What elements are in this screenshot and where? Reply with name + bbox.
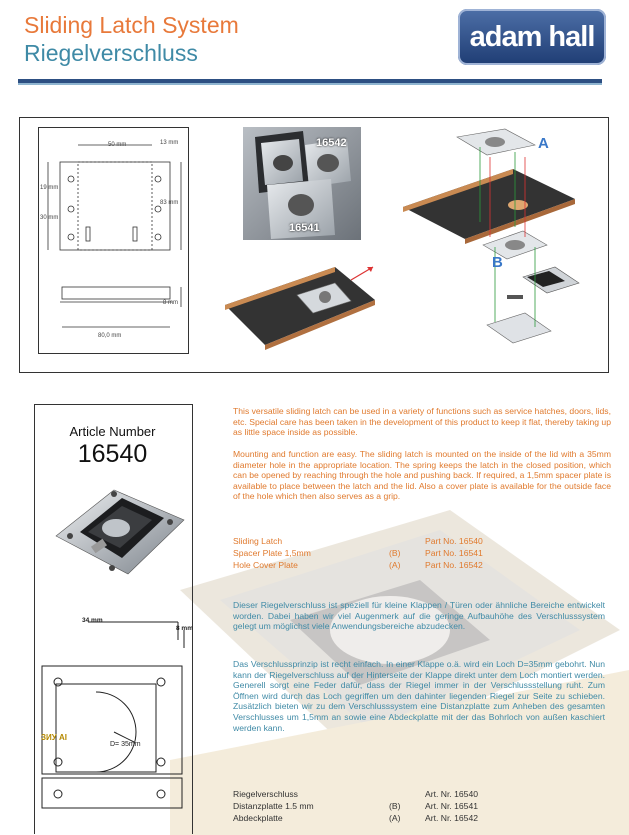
de-part-2-name: Distanzplatte 1.5 mm [233, 801, 314, 811]
photo-label-16542: 16542 [316, 137, 347, 149]
en-part-3-badge: (A) [389, 560, 401, 570]
dim-side-2: 30 mm [40, 215, 59, 221]
german-paragraph-1: Dieser Riegelverschluss ist speziell für kleine Klappen / Türen oder ähnliche Bereiche entwickelt worden. Dabei haben wir viel Augenmerk auf die geringe Aufbauhöhe des Verschlusssystem gelegt um möglichst viele Anwendungsbereiche abzudecken. [233, 600, 605, 632]
german-paragraph-2: Das Verschlussprinzip ist recht einfach. In einer Klappe o.ä. wird ein Loch D=35mm gebohrt. Nun kann der Riegelverschluss auf der Hinterseite der Klappe direkt unter dem Loch montiert werden. Generell sorgt eine Feder dafür, dass der Riegel immer in der Verschlussstellung ruht. Zum Öffnen wird durch das Loch gegriffen um den dahinter liegenden Riegel zur Seite zu schieben. Zusätzlich bieten wir zu dem Verschlusssystem eine Distanzplatte zum Anheben des gesamten Verschlusses um 1,5mm an sowie eine Abdeckplatte mit der das Bohrloch von außen kaschiert werden kann. [233, 659, 605, 733]
exploded-assembly [395, 127, 585, 357]
dim-width-34: 34 mm [82, 617, 103, 624]
dim-top: 50 mm [108, 142, 127, 148]
photo-label-16541: 16541 [289, 222, 320, 234]
de-part-3-art: Art. Nr. 16542 [425, 813, 479, 823]
latch-product-photo [52, 478, 187, 580]
dim-right-a: 13 mm [160, 140, 179, 146]
en-part-2-art: Part No. 16541 [425, 548, 483, 558]
arrow-mark: ЗИУ АI [41, 733, 67, 742]
de-part-3-badge: (A) [389, 813, 401, 823]
adam-hall-logo: adam hall [458, 9, 606, 65]
label-a: A [538, 135, 549, 152]
dim-side-8: 8 mm [176, 625, 193, 632]
de-part-3-name: Abdeckplatte [233, 813, 283, 823]
technical-drawing [38, 127, 187, 352]
en-part-2-badge: (B) [389, 548, 401, 558]
en-part-3-name: Hole Cover Plate [233, 560, 298, 570]
dim-diameter: D= 35mm [110, 741, 141, 748]
en-part-3-art: Part No. 16542 [425, 560, 483, 570]
english-paragraph-2: Mounting and function are easy. The sliding latch is mounted on the inside of the lid with a 35mm diameter hole in the appropriate location. The spring keeps the latch in the closed position, which can be opened by reaching through the hole and pushing back. If required, a 1,5mm spacer plate is available to place between the latch and the lid. Also a cover plate is available for the outside face of the hole which then also serves as a grip. [233, 449, 611, 502]
header-divider-light [18, 83, 602, 85]
mounted-latch-render [225, 245, 390, 365]
dim-side-1: 19 mm [40, 185, 59, 191]
title-english: Sliding Latch System [24, 12, 239, 38]
title-german: Riegelverschluss [24, 40, 198, 66]
de-part-1-art: Art. Nr. 16540 [425, 789, 479, 799]
en-part-2-name: Spacer Plate 1,5mm [233, 548, 311, 558]
english-paragraph-1: This versatile sliding latch can be used in a variety of functions such as service hatches, doors, lids, etc. Special care has been taken in the development of this product to keep it flat, thereby taking up as little space inside as possible. [233, 406, 611, 438]
en-part-1-art: Part No. 16540 [425, 536, 483, 546]
dim-right-b: 8 mm [163, 300, 178, 306]
de-part-1-name: Riegelverschluss [233, 789, 298, 799]
en-part-1-name: Sliding Latch [233, 536, 283, 546]
de-part-2-badge: (B) [389, 801, 401, 811]
article-number: 16540 [77, 440, 148, 468]
background-latch-photo [160, 470, 629, 835]
dim-bottom: 80,0 mm [98, 333, 122, 339]
de-part-2-art: Art. Nr. 16541 [425, 801, 479, 811]
article-number-label: Article Number [69, 424, 156, 439]
label-b: B [492, 254, 503, 271]
dim-height: 83 mm [160, 200, 179, 206]
article-drawing [34, 600, 191, 820]
